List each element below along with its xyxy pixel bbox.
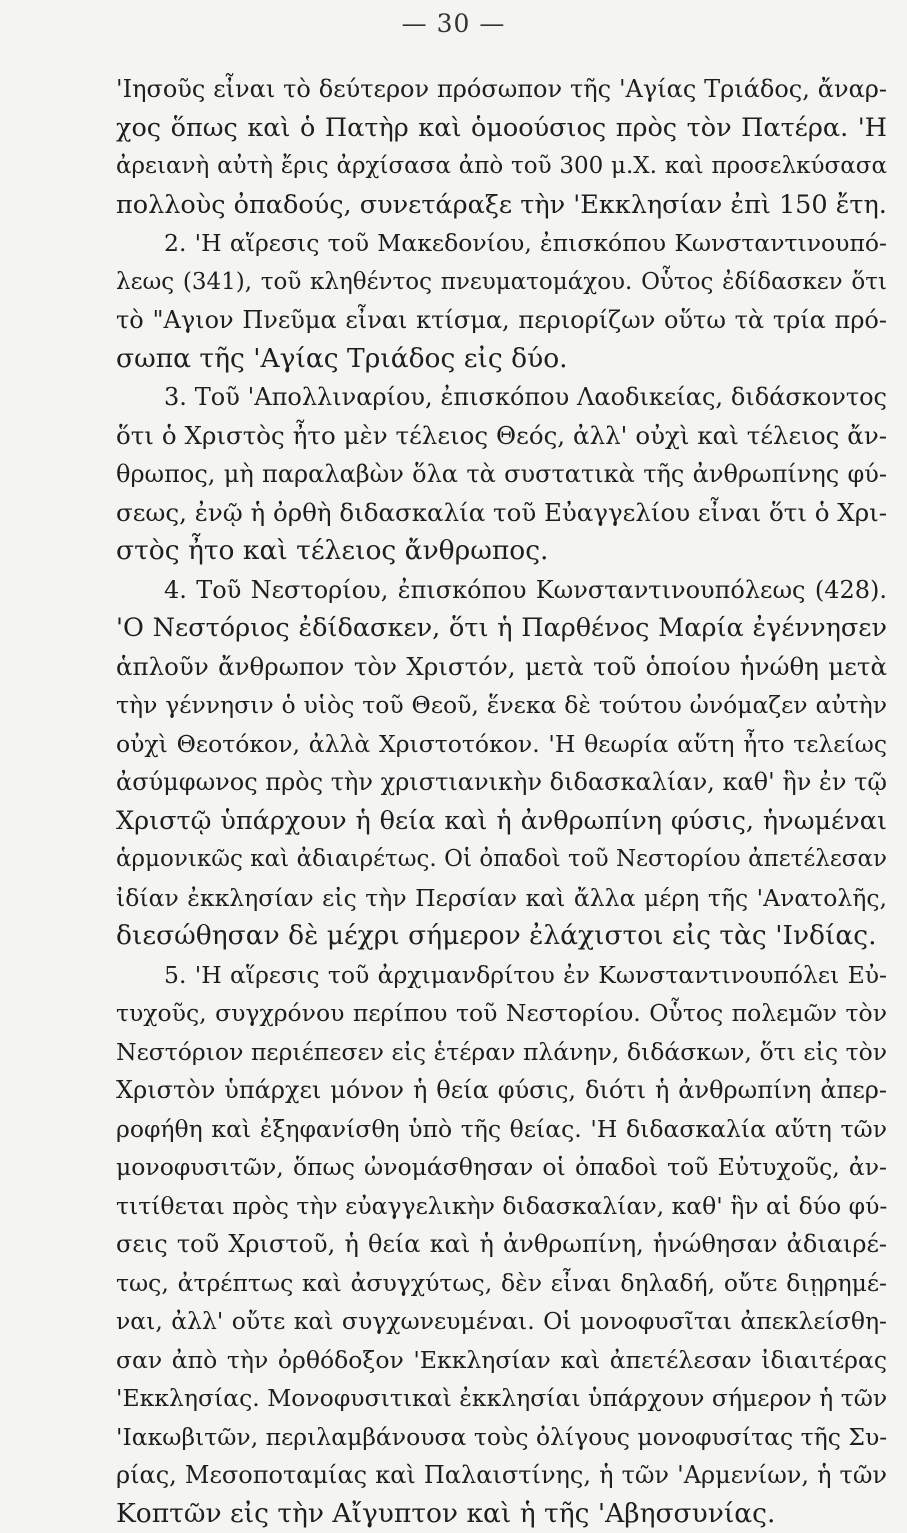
text-line: 'Ο Νεστόριος ἐδίδασκεν, ὅτι ἡ Παρθένος Μαρία ἐγέννησεν (116, 609, 887, 648)
text-line: σεις τοῦ Χριστοῦ, ἡ θεία καὶ ἡ ἀνθρωπίνη, ἡνώθησαν ἀδιαιρέ- (116, 1225, 887, 1264)
text-line: οὐχὶ Θεοτόκον, ἀλλὰ Χριστοτόκον. 'Η θεωρία αὕτη ἦτο τελείως (116, 725, 887, 764)
text-line: θρωπος, μὴ παραλαβὼν ὅλα τὰ συστατικὰ τῆς ἀνθρωπίνης φύ- (116, 455, 887, 494)
body-text (116, 70, 887, 1533)
text-line: Χριστῷ ὑπάρχουν ἡ θεία καὶ ἡ ἀνθρωπίνη φύσις, ἡνωμέναι (116, 802, 887, 841)
text-line: διεσώθησαν δὲ μέχρι σήμερον ἐλάχιστοι εἰς τὰς 'Ινδίας. (116, 917, 887, 956)
text-line: 5. 'Η αἵρεσις τοῦ ἀρχιμανδρίτου ἐν Κωνσταντινουπόλει Εὐ- (116, 956, 887, 995)
text-line: λεως (341), τοῦ κληθέντος πνευματομάχου. Οὗτος ἐδίδασκεν ὅτι (116, 263, 887, 302)
text-line: 2. 'Η αἵρεσις τοῦ Μακεδονίου, ἐπισκόπου Κωνσταντινουπό- (116, 224, 887, 263)
text-line: σαν ἀπὸ τὴν ὀρθόδοξον 'Εκκλησίαν καὶ ἀπετέλεσαν ἰδιαιτέρας (116, 1341, 887, 1380)
text-line: ροφήθη καὶ ἐξηφανίσθη ὑπὸ τῆς θείας. 'Η διδασκαλία αὕτη τῶν (116, 1110, 887, 1149)
text-line: πολλοὺς ὀπαδούς, συνετάραξε τὴν 'Εκκλησίαν ἐπὶ 150 ἔτη. (116, 186, 887, 225)
text-line: Χριστὸν ὑπάρχει μόνον ἡ θεία φύσις, διότι ἡ ἀνθρωπίνη ἀπερ- (116, 1071, 887, 1110)
page-number: — 30 — (0, 9, 907, 38)
text-line: τὸ "Αγιον Πνεῦμα εἶναι κτίσμα, περιορίζων οὕτω τὰ τρία πρό- (116, 301, 887, 340)
text-line: 'Εκκλησίας. Μονοφυσιτικαὶ ἐκκλησίαι ὑπάρχουν σήμερον ἡ τῶν (116, 1379, 887, 1418)
text-line: 3. Τοῦ 'Απολλιναρίου, ἐπισκόπου Λαοδικείας, διδάσκοντος (116, 378, 887, 417)
text-line: 'Ιησοῦς εἶναι τὸ δεύτερον πρόσωπον τῆς 'Αγίας Τριάδος, ἄναρ- (116, 70, 887, 109)
text-line: ἁρμονικῶς καὶ ἀδιαιρέτως. Οἱ ὀπαδοὶ τοῦ Νεστορίου ἀπετέλεσαν (116, 840, 887, 879)
text-line: 'Ιακωβιτῶν, περιλαμβάνουσα τοὺς ὀλίγους μονοφυσίτας τῆς Συ- (116, 1418, 887, 1457)
text-line: σεως, ἐνῷ ἡ ὀρθὴ διδασκαλία τοῦ Εὐαγγελίου εἶναι ὅτι ὁ Χρι- (116, 494, 887, 533)
text-line: 4. Τοῦ Νεστορίου, ἐπισκόπου Κωνσταντινουπόλεως (428). (116, 571, 887, 610)
text-line: Κοπτῶν εἰς τὴν Αἴγυπτον καὶ ἡ τῆς 'Αβησσυνίας. (116, 1495, 887, 1533)
text-line: στὸς ἦτο καὶ τέλειος ἄνθρωπος. (116, 532, 887, 571)
text-line: μονοφυσιτῶν, ὅπως ὠνομάσθησαν οἱ ὀπαδοὶ τοῦ Εὐτυχοῦς, ἀν- (116, 1148, 887, 1187)
text-line: ἀρειανὴ αὐτὴ ἔρις ἀρχίσασα ἀπὸ τοῦ 300 μ.Χ. καὶ προσελκύσασα (116, 147, 887, 186)
text-line: ναι, ἀλλ' οὔτε καὶ συγχωνευμέναι. Οἱ μονοφυσῖται ἀπεκλείσθη- (116, 1302, 887, 1341)
text-line: ρίας, Μεσοποταμίας καὶ Παλαιστίνης, ἡ τῶν 'Αρμενίων, ἡ τῶν (116, 1456, 887, 1495)
text-line: ἀσύμφωνος πρὸς τὴν χριστιανικὴν διδασκαλίαν, καθ' ἣν ἐν τῷ (116, 763, 887, 802)
text-line: τὴν γέννησιν ὁ υἱὸς τοῦ Θεοῦ, ἕνεκα δὲ τούτου ὠνόμαζεν αὐτὴν (116, 686, 887, 725)
text-line: ὅτι ὁ Χριστὸς ἦτο μὲν τέλειος Θεός, ἀλλ' οὐχὶ καὶ τέλειος ἄν- (116, 417, 887, 456)
text-line: ἁπλοῦν ἄνθρωπον τὸν Χριστόν, μετὰ τοῦ ὁποίου ἡνώθη μετὰ (116, 648, 887, 687)
text-line: ἰδίαν ἐκκλησίαν εἰς τὴν Περσίαν καὶ ἄλλα μέρη τῆς 'Ανατολῆς, (116, 879, 887, 918)
text-line: χος ὅπως καὶ ὁ Πατὴρ καὶ ὁμοούσιος πρὸς τὸν Πατέρα. 'Η (116, 109, 887, 148)
text-line: Νεστόριον περιέπεσεν εἰς ἑτέραν πλάνην, διδάσκων, ὅτι εἰς τὸν (116, 1033, 887, 1072)
text-line: τως, ἀτρέπτως καὶ ἀσυγχύτως, δὲν εἶναι δηλαδή, οὔτε διῃρημέ- (116, 1264, 887, 1303)
text-line: τυχοῦς, συγχρόνου περίπου τοῦ Νεστορίου. Οὗτος πολεμῶν τὸν (116, 994, 887, 1033)
text-line: σωπα τῆς 'Αγίας Τριάδος εἰς δύο. (116, 340, 887, 379)
text-line: τιτίθεται πρὸς τὴν εὐαγγελικὴν διδασκαλίαν, καθ' ἣν αἱ δύο φύ- (116, 1187, 887, 1226)
